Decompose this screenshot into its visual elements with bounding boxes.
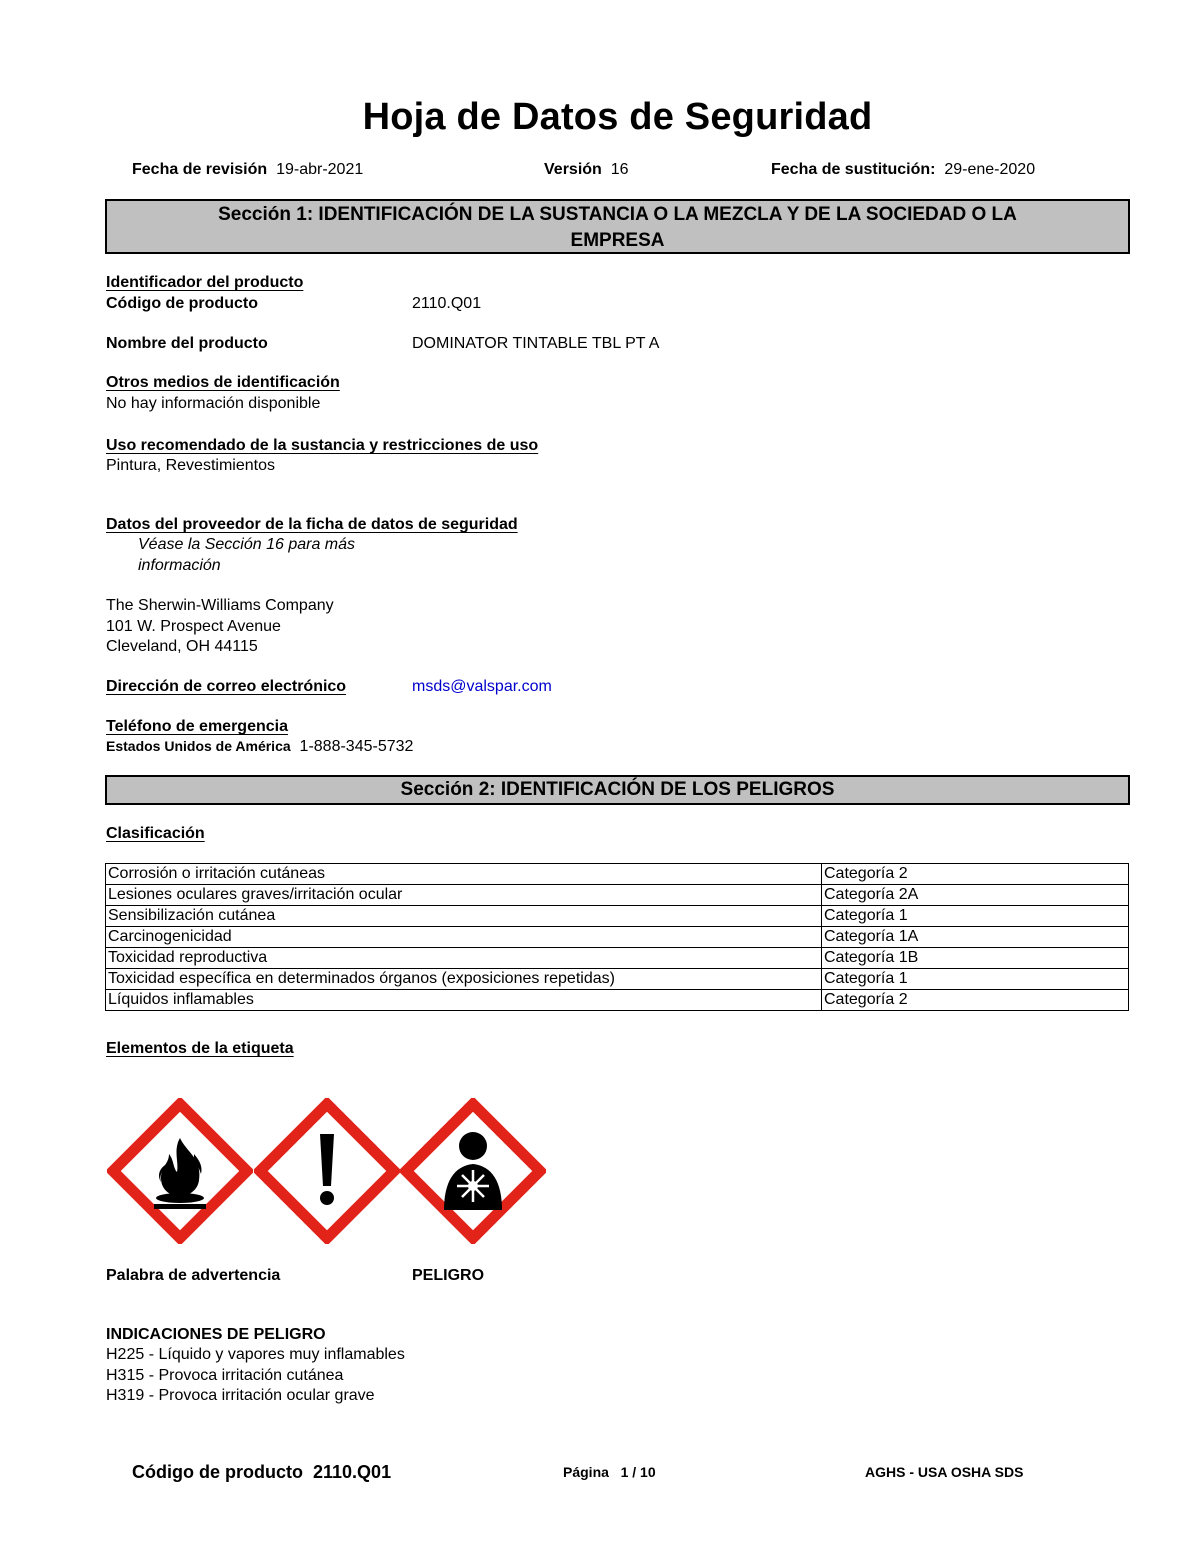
health-hazard-icon — [400, 1098, 546, 1244]
hazard-statement: H225 - Líquido y vapores muy inflamables — [106, 1346, 405, 1363]
hazard-statements-heading: INDICACIONES DE PELIGRO — [106, 1326, 326, 1343]
footer-code-value: 2110.Q01 — [313, 1462, 392, 1482]
version — [544, 161, 629, 179]
product-identifier-heading: Identificador del producto — [106, 274, 304, 291]
table-row — [106, 885, 1129, 906]
classification-table — [105, 863, 1129, 1011]
hazard-category: Categoría 1B — [822, 948, 1129, 969]
product-name-value: DOMINATOR TINTABLE TBL PT A — [412, 335, 660, 352]
footer-product-code — [132, 1462, 391, 1483]
hazard-class: Carcinogenicidad — [106, 927, 822, 948]
signal-word-value: PELIGRO — [412, 1267, 485, 1284]
company-name: The Sherwin-Williams Company — [106, 597, 334, 614]
footer-format: AGHS - USA OSHA SDS — [865, 1464, 1024, 1480]
signal-word-label: Palabra de advertencia — [106, 1267, 281, 1284]
footer-code-label: Código de producto — [132, 1462, 303, 1482]
hazard-category: Categoría 1 — [822, 969, 1129, 990]
hazard-statement: H319 - Provoca irritación ocular grave — [106, 1387, 375, 1404]
table-row — [106, 864, 1129, 885]
table-row — [106, 990, 1129, 1011]
use-heading: Uso recomendado de la sustancia y restricciones de uso — [106, 437, 539, 454]
hazard-class: Corrosión o irritación cutáneas — [106, 864, 822, 885]
hazard-class: Sensibilización cutánea — [106, 906, 822, 927]
emergency-line — [106, 738, 413, 756]
table-row — [106, 948, 1129, 969]
hazard-category: Categoría 2 — [822, 864, 1129, 885]
supplier-note-line1: Véase la Sección 16 para más — [138, 536, 356, 553]
hazard-class: Lesiones oculares graves/irritación ocular — [106, 885, 822, 906]
footer-page-number — [563, 1464, 656, 1480]
document-title: Hoja de Datos de Seguridad — [362, 96, 873, 138]
other-id-heading: Otros medios de identificación — [106, 374, 340, 391]
emergency-country: Estados Unidos de América — [106, 738, 291, 754]
hazard-category: Categoría 2A — [822, 885, 1129, 906]
table-row — [106, 969, 1129, 990]
flame-icon — [107, 1098, 253, 1244]
footer-page-label: Página — [563, 1464, 609, 1480]
email-link[interactable]: msds@valspar.com — [412, 678, 552, 695]
use-value: Pintura, Revestimientos — [106, 457, 275, 474]
label-elements-heading: Elementos de la etiqueta — [106, 1040, 294, 1057]
version-value: 16 — [610, 161, 629, 178]
product-code-value: 2110.Q01 — [412, 295, 482, 312]
footer-page-value: 1 / 10 — [620, 1464, 656, 1480]
replaces-date — [771, 161, 1035, 179]
hazard-category: Categoría 1 — [822, 906, 1129, 927]
company-street: 101 W. Prospect Avenue — [106, 618, 281, 635]
product-name-label: Nombre del producto — [106, 335, 268, 352]
replaces-date-label: Fecha de sustitución: — [771, 161, 936, 178]
revision-date — [132, 161, 363, 179]
exclamation-mark-icon — [254, 1098, 400, 1244]
hazard-category: Categoría 1A — [822, 927, 1129, 948]
section-2-heading: Sección 2: IDENTIFICACIÓN DE LOS PELIGROS — [105, 775, 1130, 805]
replaces-date-value: 29-ene-2020 — [944, 161, 1036, 178]
section-1-heading-line2: EMPRESA — [570, 230, 665, 251]
table-row — [106, 927, 1129, 948]
supplier-note-line2: información — [138, 557, 221, 574]
supplier-heading: Datos del proveedor de la ficha de datos de seguridad — [106, 516, 518, 533]
version-label: Versión — [544, 161, 602, 178]
revision-date-value: 19-abr-2021 — [276, 161, 364, 178]
table-row — [106, 906, 1129, 927]
hazard-category: Categoría 2 — [822, 990, 1129, 1011]
emergency-phone: 1-888-345-5732 — [299, 738, 414, 755]
other-id-value: No hay información disponible — [106, 395, 321, 412]
email-label: Dirección de correo electrónico — [106, 678, 347, 695]
emergency-heading: Teléfono de emergencia — [106, 718, 288, 735]
hazard-class: Toxicidad específica en determinados órganos (exposiciones repetidas) — [106, 969, 822, 990]
hazard-statement: H315 - Provoca irritación cutánea — [106, 1367, 344, 1384]
section-1-heading — [105, 199, 1130, 254]
section-1-heading-line1: Sección 1: IDENTIFICACIÓN DE LA SUSTANCIA O LA MEZCLA Y DE LA SOCIEDAD O LA — [218, 204, 1017, 225]
revision-date-label: Fecha de revisión — [132, 161, 268, 178]
hazard-class: Líquidos inflamables — [106, 990, 822, 1011]
company-city: Cleveland, OH 44115 — [106, 638, 258, 655]
product-code-label: Código de producto — [106, 295, 258, 312]
classification-heading: Clasificación — [106, 825, 205, 842]
hazard-class: Toxicidad reproductiva — [106, 948, 822, 969]
